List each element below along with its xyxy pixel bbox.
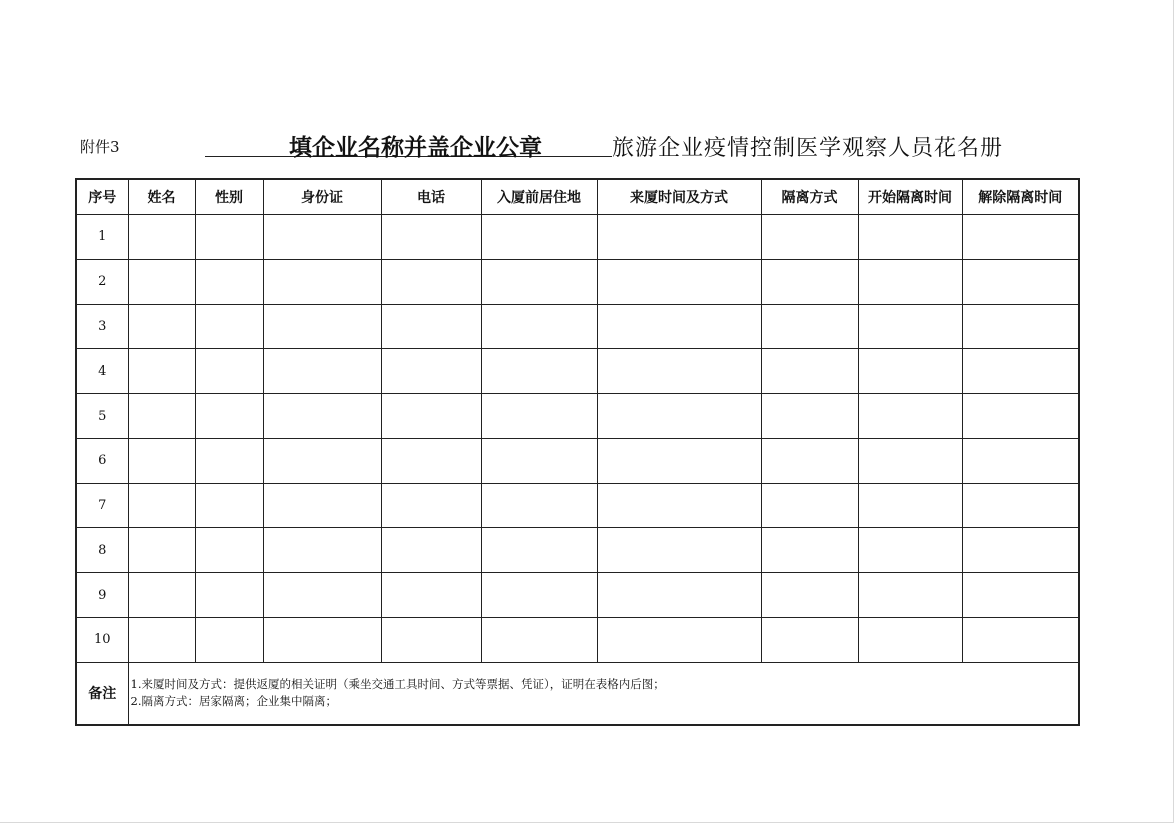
blank-cell[interactable] [962, 304, 1079, 349]
row-number: 2 [76, 259, 128, 304]
row-number: 3 [76, 304, 128, 349]
blank-cell[interactable] [858, 394, 962, 439]
column-header: 入厦前居住地 [481, 179, 597, 215]
column-header: 身份证 [263, 179, 381, 215]
header-row [76, 179, 1079, 215]
blank-cell[interactable] [761, 259, 858, 304]
row-number: 4 [76, 349, 128, 394]
column-header: 电话 [381, 179, 481, 215]
blank-cell[interactable] [481, 438, 597, 483]
blank-cell[interactable] [381, 438, 481, 483]
blank-cell[interactable] [195, 438, 263, 483]
row-number: 6 [76, 438, 128, 483]
table-row [76, 573, 1079, 618]
blank-cell[interactable] [858, 573, 962, 618]
blank-cell[interactable] [263, 259, 381, 304]
column-header: 序号 [76, 179, 128, 215]
blank-cell[interactable] [858, 215, 962, 260]
blank-cell[interactable] [381, 394, 481, 439]
blank-cell[interactable] [195, 304, 263, 349]
blank-cell[interactable] [597, 394, 761, 439]
notes-content [128, 662, 1079, 725]
blank-cell[interactable] [761, 528, 858, 573]
attachment-label: 附件3 [80, 138, 120, 156]
blank-cell[interactable] [761, 349, 858, 394]
blank-cell[interactable] [962, 528, 1079, 573]
column-header: 隔离方式 [761, 179, 858, 215]
blank-cell[interactable] [761, 215, 858, 260]
table-row [76, 349, 1079, 394]
blank-cell[interactable] [481, 304, 597, 349]
blank-cell[interactable] [858, 349, 962, 394]
blank-cell[interactable] [381, 304, 481, 349]
blank-cell[interactable] [481, 618, 597, 663]
blank-cell[interactable] [761, 394, 858, 439]
column-header: 性别 [195, 179, 263, 215]
note-line: 1.来厦时间及方式：提供返厦的相关证明（乘坐交通工具时间、方式等票据、凭证），证明在表格内后图； [130, 677, 665, 692]
blank-cell[interactable] [481, 259, 597, 304]
blank-cell[interactable] [481, 215, 597, 260]
blank-cell[interactable] [597, 304, 761, 349]
blank-cell[interactable] [195, 573, 263, 618]
blank-cell[interactable] [195, 528, 263, 573]
blank-cell[interactable] [962, 573, 1079, 618]
blank-cell[interactable] [481, 349, 597, 394]
blank-cell[interactable] [597, 349, 761, 394]
blank-cell[interactable] [597, 528, 761, 573]
blank-cell[interactable] [195, 394, 263, 439]
blank-cell[interactable] [195, 349, 263, 394]
notes-label: 备注 [76, 662, 128, 725]
blank-cell[interactable] [263, 438, 381, 483]
blank-cell[interactable] [128, 259, 195, 304]
row-number: 10 [76, 618, 128, 663]
blank-cell[interactable] [962, 394, 1079, 439]
blank-cell[interactable] [263, 528, 381, 573]
blank-cell[interactable] [962, 438, 1079, 483]
blank-cell[interactable] [263, 618, 381, 663]
blank-cell[interactable] [858, 304, 962, 349]
blank-cell[interactable] [858, 528, 962, 573]
table-row [76, 438, 1079, 483]
blank-cell[interactable] [381, 483, 481, 528]
row-number: 1 [76, 215, 128, 260]
blank-cell[interactable] [263, 215, 381, 260]
blank-cell[interactable] [128, 215, 195, 260]
blank-cell[interactable] [597, 259, 761, 304]
row-number: 9 [76, 573, 128, 618]
blank-cell[interactable] [962, 618, 1079, 663]
blank-cell[interactable] [128, 528, 195, 573]
roster-table [75, 178, 1080, 726]
column-header: 来厦时间及方式 [597, 179, 761, 215]
notes-row [76, 662, 1079, 725]
blank-cell[interactable] [263, 573, 381, 618]
blank-cell[interactable] [597, 483, 761, 528]
table-row [76, 215, 1079, 260]
blank-cell[interactable] [858, 259, 962, 304]
note-line: 2.隔离方式：居家隔离；企业集中隔离； [130, 694, 337, 709]
column-header: 解除隔离时间 [962, 179, 1079, 215]
blank-cell[interactable] [128, 438, 195, 483]
blank-cell[interactable] [128, 349, 195, 394]
blank-cell[interactable] [481, 483, 597, 528]
column-header: 开始隔离时间 [858, 179, 962, 215]
blank-cell[interactable] [381, 259, 481, 304]
blank-cell[interactable] [263, 349, 381, 394]
blank-cell[interactable] [962, 215, 1079, 260]
blank-cell[interactable] [858, 438, 962, 483]
form-title: 旅游企业疫情控制医学观察人员花名册 [612, 136, 1004, 161]
blank-cell[interactable] [128, 483, 195, 528]
table-row [76, 304, 1079, 349]
row-number: 8 [76, 528, 128, 573]
blank-cell[interactable] [195, 483, 263, 528]
blank-cell[interactable] [128, 618, 195, 663]
blank-cell[interactable] [962, 259, 1079, 304]
blank-cell[interactable] [858, 618, 962, 663]
blank-cell[interactable] [128, 394, 195, 439]
table-row [76, 483, 1079, 528]
blank-cell[interactable] [128, 573, 195, 618]
blank-cell[interactable] [962, 349, 1079, 394]
blank-cell[interactable] [195, 618, 263, 663]
blank-cell[interactable] [761, 618, 858, 663]
blank-cell[interactable] [481, 528, 597, 573]
blank-cell[interactable] [597, 438, 761, 483]
blank-cell[interactable] [381, 618, 481, 663]
blank-cell[interactable] [195, 259, 263, 304]
table-row [76, 618, 1079, 663]
blank-cell[interactable] [597, 618, 761, 663]
blank-cell[interactable] [597, 215, 761, 260]
blank-cell[interactable] [263, 394, 381, 439]
blank-cell[interactable] [761, 483, 858, 528]
blank-cell[interactable] [481, 573, 597, 618]
blank-cell[interactable] [381, 349, 481, 394]
blank-cell[interactable] [858, 483, 962, 528]
table-row [76, 528, 1079, 573]
blank-cell[interactable] [761, 438, 858, 483]
blank-cell[interactable] [761, 573, 858, 618]
blank-cell[interactable] [962, 483, 1079, 528]
blank-cell[interactable] [263, 483, 381, 528]
table-row [76, 259, 1079, 304]
column-header: 姓名 [128, 179, 195, 215]
blank-cell[interactable] [381, 573, 481, 618]
blank-cell[interactable] [381, 215, 481, 260]
blank-cell[interactable] [481, 394, 597, 439]
blank-cell[interactable] [195, 215, 263, 260]
company-name-placeholder: 填企业名称并盖企业公章 [289, 134, 542, 161]
blank-cell[interactable] [381, 528, 481, 573]
blank-cell[interactable] [128, 304, 195, 349]
blank-cell[interactable] [761, 304, 858, 349]
row-number: 7 [76, 483, 128, 528]
table-row [76, 394, 1079, 439]
row-number: 5 [76, 394, 128, 439]
blank-cell[interactable] [263, 304, 381, 349]
blank-cell[interactable] [597, 573, 761, 618]
